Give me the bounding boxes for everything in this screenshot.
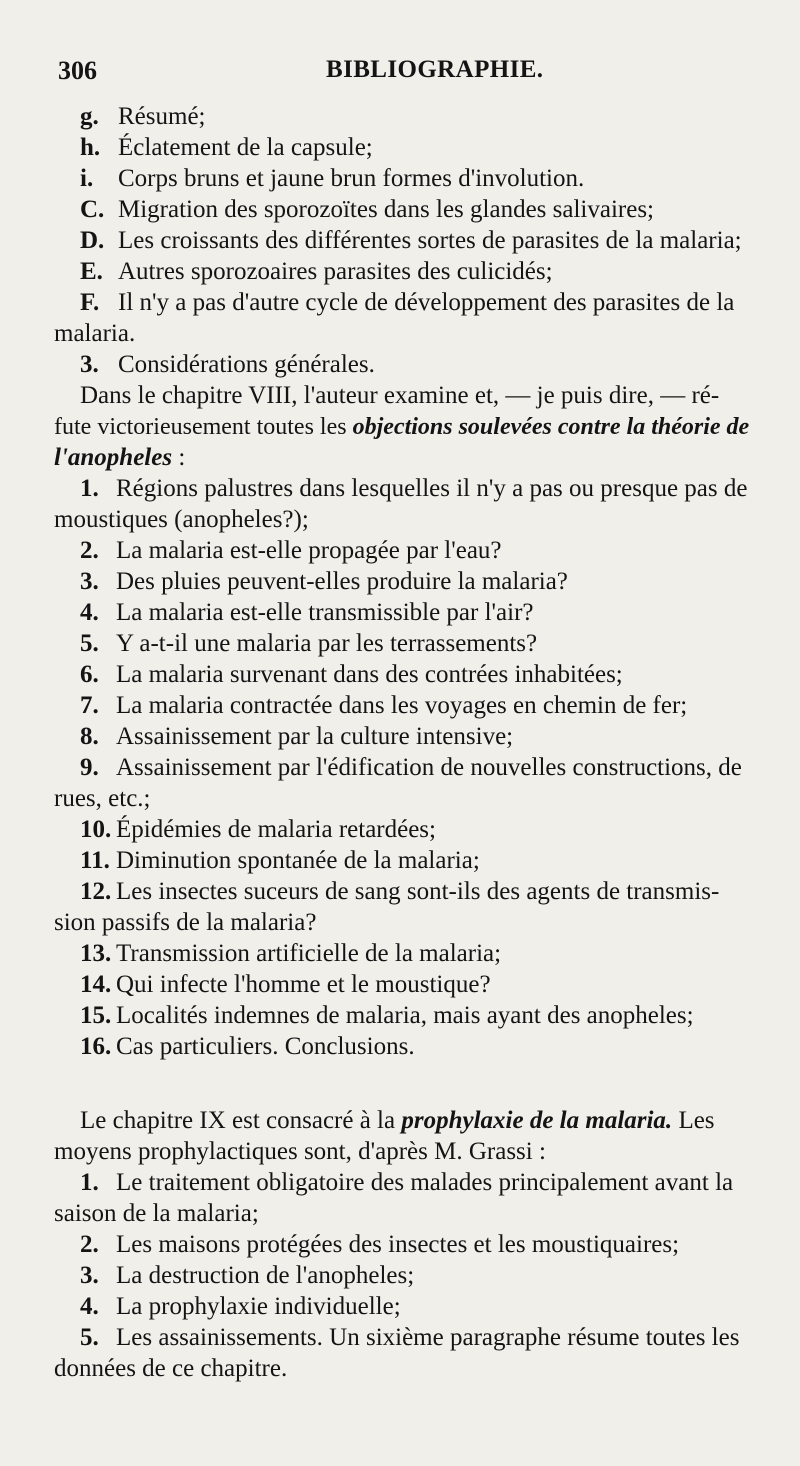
paragraph-line: Dans le chapitre VIII, l'auteur examine et, — je puis dire, — ré-: [80, 382, 720, 409]
list-item: 6. La malaria survenant dans des contrées inhabitées;: [80, 661, 623, 688]
list-item: 14. Qui infecte l'homme et le moustique?: [80, 971, 491, 998]
list-item: 2. La malaria est-elle propagée par l'eau?: [80, 537, 502, 564]
list-item: 3. Des pluies peuvent-elles produire la malaria?: [80, 568, 568, 595]
list-item: 11. Diminution spontanée de la malaria;: [80, 847, 480, 874]
list-item: 3. La destruction de l'anopheles;: [80, 1262, 415, 1289]
list-item-continuation: saison de la malaria;: [54, 1200, 259, 1227]
list-item: 4. La malaria est-elle transmissible par l'air?: [80, 599, 534, 626]
paragraph-line: l'anopheles :: [54, 444, 186, 471]
list-item: 2. Les maisons protégées des insectes et les moustiquaires;: [80, 1231, 680, 1258]
list-item: i. Corps bruns et jaune brun formes d'involution.: [80, 165, 585, 192]
page-number: 306: [58, 56, 97, 85]
list-item: 5. Y a-t-il une malaria par les terrassements?: [80, 630, 538, 657]
list-item: 5. Les assainissements. Un sixième paragraphe résume toutes les: [80, 1324, 740, 1351]
list-item-continuation: données de ce chapitre.: [54, 1355, 288, 1382]
list-item: 9. Assainissement par l'édification de nouvelles constructions, de: [80, 754, 742, 781]
page-header: [58, 56, 758, 96]
paragraph-line: moyens prophylactiques sont, d'après M. Grassi :: [54, 1138, 546, 1165]
paragraph-line: fute victorieusement toutes les objections soulevées contre la théorie de: [54, 414, 750, 440]
list-item: C. Migration des sporozoïtes dans les glandes salivaires;: [80, 196, 654, 223]
running-title: BIBLIOGRAPHIE.: [326, 56, 544, 83]
list-item: h. Éclatement de la capsule;: [80, 134, 373, 161]
list-item: 16. Cas particuliers. Conclusions.: [80, 1033, 415, 1060]
list-item: g. Résumé;: [80, 103, 206, 130]
section-heading: 3. Considérations générales.: [80, 351, 375, 378]
list-item: E. Autres sporozoaires parasites des culicidés;: [80, 258, 553, 285]
list-item: D. Les croissants des différentes sortes de parasites de la malaria;: [80, 227, 742, 254]
list-item-continuation: sion passifs de la malaria?: [54, 909, 317, 936]
list-item: 7. La malaria contractée dans les voyages en chemin de fer;: [80, 692, 688, 719]
list-item: 1. Le traitement obligatoire des malades principalement avant la: [80, 1169, 734, 1196]
list-item: 4. La prophylaxie individuelle;: [80, 1293, 401, 1320]
list-item-continuation: malaria.: [54, 320, 136, 347]
list-item-continuation: rues, etc.;: [54, 785, 151, 812]
paragraph-line: Le chapitre IX est consacré à la prophylaxie de la malaria. Les: [80, 1107, 715, 1134]
list-item: 10. Épidémies de malaria retardées;: [80, 816, 436, 843]
list-item: 8. Assainissement par la culture intensive;: [80, 723, 514, 750]
list-item: 1. Régions palustres dans lesquelles il n'y a pas ou presque pas de: [80, 475, 748, 502]
list-item: F. Il n'y a pas d'autre cycle de développement des parasites de la: [80, 289, 735, 316]
list-item: 15. Localités indemnes de malaria, mais ayant des anopheles;: [80, 1002, 694, 1029]
list-item: 12. Les insectes suceurs de sang sont-ils des agents de transmis-: [80, 878, 720, 905]
list-item: 13. Transmission artificielle de la malaria;: [80, 940, 502, 967]
list-item-continuation: moustiques (anopheles?);: [54, 506, 309, 533]
